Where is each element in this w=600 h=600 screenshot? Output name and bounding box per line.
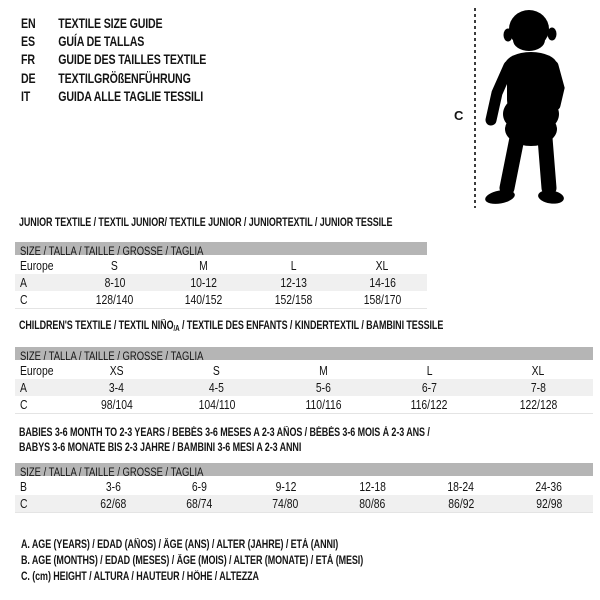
cell	[242, 495, 328, 512]
cell	[329, 478, 417, 495]
title-segment: BABIES 3-6 MONTH TO 2-3 YEARS / BEBÉS 3-6 MESES A 2-3 AÑOS / BÉBÉS 3-6 MOIS À 2-3 ANS /	[19, 427, 430, 439]
cell-value: 24-36	[535, 479, 563, 494]
cell-value: 62/68	[100, 495, 127, 511]
babies-section-title	[15, 426, 593, 456]
language-row	[21, 32, 206, 50]
size-header-text: SIZE / TALLA / TAILLE / GRÖSSE / TAGLIA	[20, 351, 204, 363]
cell	[70, 495, 156, 512]
cell	[483, 396, 593, 413]
footnote-line: C. (cm) HEIGHT / ALTURA / HAUTEUR / HÖHE / ALTEZZA	[21, 571, 259, 583]
cell	[329, 495, 417, 512]
cell-value: 12-18	[359, 479, 387, 494]
cell-value: S	[111, 258, 119, 273]
language-title: GUIDE DES TAILLES TEXTILE	[58, 51, 207, 68]
cell	[376, 362, 484, 379]
language-row	[21, 87, 206, 105]
cell	[242, 478, 328, 495]
table-row	[15, 362, 593, 379]
cell-value: L	[426, 363, 433, 378]
cell-value: 140/152	[185, 291, 223, 307]
cell	[270, 379, 375, 396]
row-label-text: Europe	[20, 363, 54, 378]
table-row	[15, 396, 593, 413]
language-row	[21, 69, 206, 87]
junior-section-title	[15, 216, 427, 231]
cell	[70, 274, 159, 291]
title-segment: JUNIOR TEXTILE / TEXTIL JUNIOR/ TEXTILE JUNIOR / JUNIORTEXTIL / JUNIOR TESSILE	[19, 217, 393, 229]
table-title-line	[19, 426, 467, 441]
junior-size-table	[15, 257, 427, 309]
row-label-text: C	[20, 396, 28, 412]
cell	[159, 274, 248, 291]
cell	[270, 396, 375, 413]
row-label	[15, 257, 70, 274]
size-header-bar	[15, 463, 593, 479]
size-header-bar	[15, 242, 427, 258]
cell	[338, 257, 427, 274]
cell	[505, 495, 593, 512]
cell	[163, 379, 271, 396]
language-title: TEXTILE SIZE GUIDE	[58, 15, 163, 31]
cell	[156, 478, 242, 495]
cell	[376, 379, 484, 396]
children-section-title	[15, 319, 593, 336]
cell-value: 9-12	[275, 479, 296, 494]
table-row	[15, 495, 593, 512]
table-title-line	[19, 216, 393, 231]
cell-value: 5-6	[315, 380, 331, 395]
cell-value: 6-7	[421, 380, 437, 395]
cell	[505, 478, 593, 495]
cell-value: 12-13	[279, 275, 307, 290]
language-row	[21, 14, 206, 32]
cell	[70, 478, 156, 495]
row-label	[15, 396, 70, 413]
cell	[70, 396, 163, 413]
cell-value: 68/74	[186, 495, 213, 511]
cell	[249, 274, 338, 291]
children-size-section	[15, 319, 593, 414]
cell-value: 4-5	[209, 380, 225, 395]
height-measure-label: C	[454, 108, 464, 123]
language-title: GUÍA DE TALLAS	[58, 33, 145, 50]
cell	[70, 362, 163, 379]
cell	[163, 362, 271, 379]
table-row	[15, 478, 593, 495]
cell-value: 74/80	[272, 495, 299, 511]
row-label	[15, 478, 70, 495]
cell-value: 7-8	[530, 380, 546, 395]
cell-value: 122/128	[519, 396, 557, 412]
row-label	[15, 362, 70, 379]
language-code: DE	[21, 69, 36, 86]
row-label	[15, 291, 70, 308]
footnote-line: B. AGE (MONTHS) / EDAD (MESES) / ÂGE (MOIS) / ALTER (MONATE) / ETÀ (MESI)	[21, 555, 364, 567]
row-label	[15, 379, 70, 396]
table-row	[15, 291, 427, 308]
cell-value: 152/158	[274, 291, 312, 307]
size-header-bar	[15, 347, 593, 363]
cell	[156, 495, 242, 512]
cell-value: 18-24	[447, 479, 475, 494]
babies-size-table	[15, 478, 593, 513]
cell	[417, 495, 505, 512]
cell	[159, 291, 248, 308]
language-title-list	[21, 14, 265, 105]
cell-value: 110/116	[305, 396, 342, 412]
cell	[417, 478, 505, 495]
height-dashed-line	[474, 8, 476, 208]
cell	[159, 257, 248, 274]
cell-value: XS	[109, 363, 124, 378]
language-row	[21, 50, 206, 68]
title-segment: BABYS 3-6 MONATE BIS 2-3 JAHRE / BAMBINI 3-6 MESI A 2-3 ANNI	[19, 442, 302, 454]
cell-value: 14-16	[369, 275, 396, 290]
cell	[70, 291, 159, 308]
cell-value: S	[213, 363, 221, 378]
row-label-text: Europe	[20, 258, 54, 273]
title-segment: / TEXTILE DES ENFANTS / KINDERTEXTIL / BAMBINI TESSILE	[179, 320, 444, 332]
cell-value: M	[199, 258, 209, 273]
cell-value: 92/98	[535, 495, 562, 511]
cell-value: 116/122	[410, 396, 448, 412]
language-code: EN	[21, 15, 36, 31]
cell-value: 10-12	[190, 275, 218, 290]
toddler-silhouette-icon	[480, 8, 572, 208]
cell	[338, 274, 427, 291]
cell	[70, 257, 159, 274]
cell-value: 158/170	[363, 291, 402, 307]
language-code: IT	[21, 87, 31, 104]
height-figure	[450, 6, 590, 218]
children-size-table	[15, 362, 593, 414]
cell	[483, 379, 593, 396]
cell	[70, 379, 163, 396]
cell-value: 3-6	[105, 479, 121, 494]
title-segment: CHILDREN'S TEXTILE / TEXTIL NIÑO	[19, 320, 174, 332]
cell-value: 86/92	[447, 495, 474, 511]
row-label-text: C	[20, 291, 28, 307]
cell	[483, 362, 593, 379]
row-label-text: C	[20, 495, 28, 511]
row-label	[15, 495, 70, 512]
cell-value: XL	[376, 258, 389, 273]
table-row	[15, 274, 427, 291]
cell	[270, 362, 375, 379]
table-title-line	[19, 441, 467, 456]
cell	[338, 291, 427, 308]
row-label	[15, 274, 70, 291]
table-row	[15, 257, 427, 274]
cell-value: 128/140	[95, 291, 134, 307]
size-header-text: SIZE / TALLA / TAILLE / GRÖSSE / TAGLIA	[20, 467, 204, 479]
babies-size-section	[15, 426, 593, 513]
language-title: GUIDA ALLE TAGLIE TESSILI	[58, 87, 204, 104]
size-header-text: SIZE / TALLA / TAILLE / GRÖSSE / TAGLIA	[20, 246, 204, 258]
row-label-text: B	[20, 479, 27, 494]
table-title-line	[19, 319, 467, 336]
table-row	[15, 379, 593, 396]
cell	[249, 257, 338, 274]
cell	[163, 396, 271, 413]
cell-value: 80/86	[359, 495, 386, 511]
cell-value: 3-4	[108, 380, 124, 395]
cell-value: M	[318, 363, 328, 378]
footnote-line: A. AGE (YEARS) / EDAD (AÑOS) / ÂGE (ANS) / ALTER (JAHRE) / ETÀ (ANNI)	[21, 539, 339, 551]
cell-value: XL	[531, 363, 545, 378]
row-label-text: A	[20, 275, 27, 290]
cell-value: 98/104	[100, 396, 133, 412]
row-label-text: A	[20, 380, 27, 395]
cell-value: 104/110	[198, 396, 236, 412]
language-code: ES	[21, 33, 35, 50]
cell	[376, 396, 484, 413]
junior-size-section	[15, 216, 427, 309]
language-code: FR	[21, 51, 35, 68]
footnotes	[21, 537, 460, 585]
language-title: TEXTILGRÖßENFÜHRUNG	[58, 69, 191, 86]
cell-value: 8-10	[104, 275, 126, 290]
cell-value: L	[290, 258, 297, 273]
title-segment: /A	[173, 324, 180, 333]
cell	[249, 291, 338, 308]
cell-value: 6-9	[191, 479, 207, 494]
